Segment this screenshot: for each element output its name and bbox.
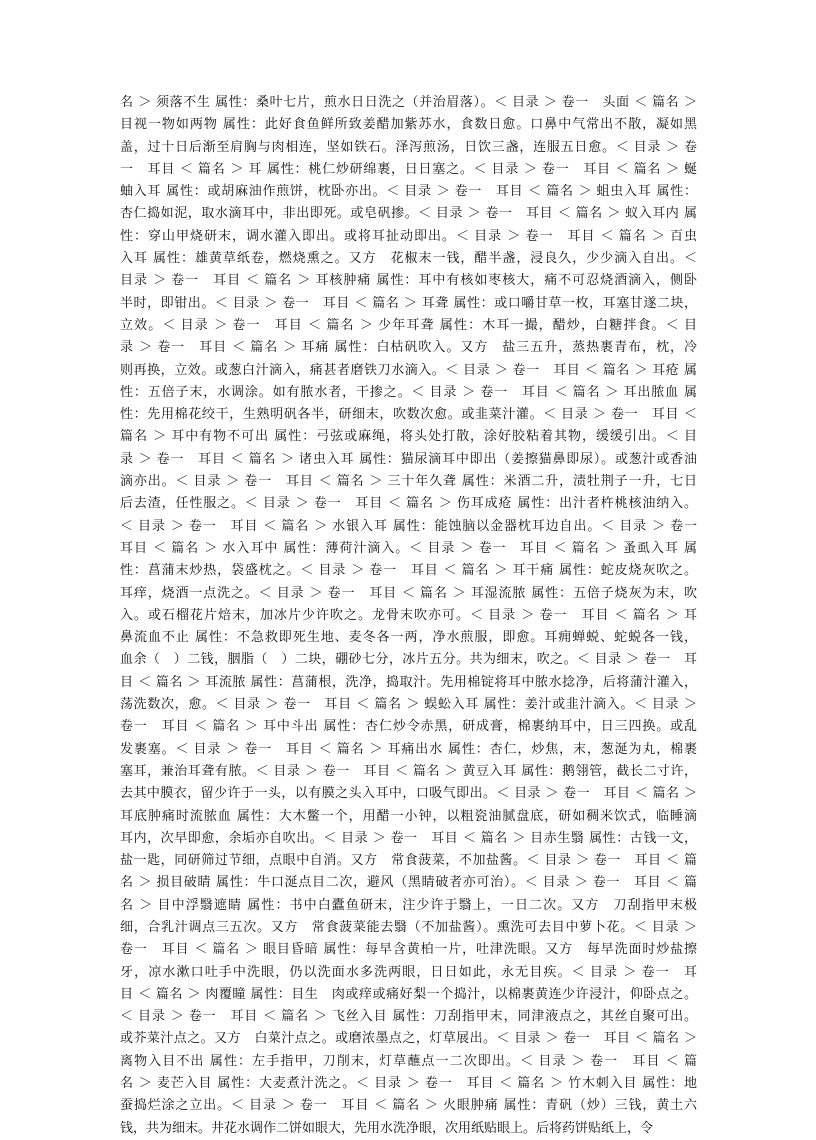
text-line: 目 ＜ 篇名 ＞ 耳流脓 属性：菖蒲根，洗净，捣取汁。先用棉锭将耳中脓水捻净，后将蒲汁灌入，: [120, 674, 697, 690]
text-line: 钱，共为细末。井花水调作二饼如眼大，先用水洗净眼，次用纸贴眼上。后将药饼贴纸上，令: [120, 1120, 654, 1136]
text-line: 名 ＞ 麦芒入目 属性：大麦煮汁洗之。＜ 目录 ＞ 卷一 耳目 ＜ 篇名 ＞ 竹木刺入目 属性：地: [120, 1076, 697, 1092]
text-line: 耳底肿痛时流脓血 属性：大木鳖一个，用醋一小钟，以粗瓷油腻盘底，研如稠米饮式，临睡滴: [120, 808, 697, 824]
text-line: 卷一 耳目 ＜ 篇名 ＞ 眼目昏暗 属性：每早含黄柏一片，吐津洗眼。又方 每早洗面时炒盐擦: [120, 942, 697, 958]
text-line: 卷一 耳目 ＜ 篇名 ＞ 耳中斗出 属性：杏仁炒令赤黑，研成膏，棉裹纳耳中，日三四换。或乱: [120, 719, 697, 735]
text-line: 去其中膜衣，留少许于一头，以有膜之头入耳中，口吸气即出。＜ 目录 ＞ 卷一 耳目 ＜ 篇名 ＞: [120, 786, 697, 802]
text-line: 名 ＞ 目中浮翳遮睛 属性：书中白蠹鱼研末，注少许于翳上，一日二次。又方 刀刮指甲末极: [120, 897, 697, 913]
text-line: 发裹塞。＜ 目录 ＞ 卷一 耳目 ＜ 篇名 ＞ 耳痛出水 属性：杏仁，炒焦，末，葱涎为丸，棉裹: [120, 741, 697, 757]
body-text: [120, 92, 697, 1140]
text-line: 血余（ ）二钱，胭脂（ ）二块，硼砂七分，冰片五分。共为细末，吹之。＜ 目录 ＞ 卷一 耳: [120, 652, 697, 668]
text-line: 则再换，立效。或葱白汁滴入，痛甚者磨铁刀水滴入。＜ 目录 ＞ 卷一 耳目 ＜ 篇名 ＞ 耳疮 属: [120, 362, 697, 378]
text-line: 耳目 ＜ 篇名 ＞ 水入耳中 属性：薄荷汁滴入。＜ 目录 ＞ 卷一 耳目 ＜ 篇名 ＞ 蚤虱入耳 属: [120, 540, 697, 556]
text-line: 蚕捣烂涂之立出。＜ 目录 ＞ 卷一 耳目 ＜ 篇名 ＞ 火眼肿痛 属性：青矾（炒）三钱，黄土六: [120, 1098, 697, 1114]
text-line: ＜ 目录 ＞ 卷一 耳目 ＜ 篇名 ＞ 飞丝入目 属性：刀刮指甲末，同津液点之，其丝自聚可出。: [120, 1009, 697, 1025]
text-line: 目 ＜ 篇名 ＞ 肉覆瞳 属性：目生 肉或痒或痛好梨一个捣汁，以棉裹黄连少许浸汁，仰卧点之。: [120, 986, 697, 1002]
text-line: 性：五倍子末，水调涂。如有脓水者，干掺之。＜ 目录 ＞ 卷一 耳目 ＜ 篇名 ＞ 耳出脓血 属: [120, 384, 697, 400]
text-line: 篇名 ＞ 耳中有物不可出 属性：弓弦或麻绳，将头处打散，涂好胶粘着其物，缓缓引出。＜ 目: [120, 429, 697, 445]
text-line: 耳内，次早即愈，余垢亦自吹出。＜ 目录 ＞ 卷一 耳目 ＜ 篇名 ＞ 目赤生翳 属性：古钱一文，: [120, 830, 697, 846]
text-line: 录 ＞ 卷一 耳目 ＜ 篇名 ＞ 诸虫入耳 属性：猫尿滴耳中即出（姜擦猫鼻即尿）。或葱汁或香油: [120, 451, 697, 467]
text-line: 盖，过十日后渐至肩胸与肉相连，坚如铁石。泽泻煎汤，日饮三盏，连服五日愈。＜ 目录 ＞ 卷: [120, 139, 697, 155]
text-line: 后去渣，任性服之。＜ 目录 ＞ 卷一 耳目 ＜ 篇名 ＞ 伤耳成疮 属性：出汁者杵桃核油纳入。: [120, 496, 697, 512]
text-line: 塞耳，兼治耳聋有脓。＜ 目录 ＞ 卷一 耳目 ＜ 篇名 ＞ 黄豆入耳 属性：鹅翎管，截长二寸许，: [120, 763, 697, 779]
text-line: 耳痒，烧酒一点洗之。＜ 目录 ＞ 卷一 耳目 ＜ 篇名 ＞ 耳湿流脓 属性：五倍子烧灰为末，吹: [120, 585, 697, 601]
text-line: 性：菖蒲末炒热，袋盛枕之。＜ 目录 ＞ 卷一 耳目 ＜ 篇名 ＞ 耳干痛 属性：蛇皮烧灰吹之。: [120, 563, 697, 579]
text-line: 杏仁捣如泥，取水滴耳中，非出即死。或皂矾掺。＜ 目录 ＞ 卷一 耳目 ＜ 篇名 ＞ 蚁入耳内 属: [120, 206, 697, 222]
text-line: 半时，即钳出。＜ 目录 ＞ 卷一 耳目 ＜ 篇名 ＞ 耳聋 属性：或口嚼甘草一枚，耳塞甘遂二块，: [120, 295, 697, 311]
text-line: 目视一物如两物 属性：此好食鱼鲜所致姜醋加紫苏水，食数日愈。口鼻中气常出不散，凝如黑: [120, 117, 697, 133]
text-line: 名 ＞ 须落不生 属性：桑叶七片，煎水日日洗之（并治眉落）。＜ 目录 ＞ 卷一 头面 ＜ 篇名 ＞: [120, 95, 697, 110]
text-line: 细，合乳汁调点三五次。又方 常食菠菜能去翳（不加盐酱）。熏洗可去目中萝卜花。＜ 目录 ＞: [120, 919, 697, 935]
text-line: 入。或石榴花片焙末，加冰片少许吹之。龙骨末吹亦可。＜ 目录 ＞ 卷一 耳目 ＜ 篇名 ＞ 耳: [120, 607, 697, 623]
text-line: 立效。＜ 目录 ＞ 卷一 耳目 ＜ 篇名 ＞ 少年耳聋 属性：木耳一撮，醋炒，白糖拌食。＜ 目: [120, 317, 697, 333]
text-line: ＜ 目录 ＞ 卷一 耳目 ＜ 篇名 ＞ 水银入耳 属性：能蚀脑以金器枕耳边自出。＜ 目录 ＞ 卷一: [120, 518, 697, 534]
text-line: 录 ＞ 卷一 耳目 ＜ 篇名 ＞ 耳痛 属性：白枯矾吹入。又方 盐三五升，蒸热裹青布，枕，冷: [120, 340, 697, 356]
text-line: 鼻流血不止 属性：不急救即死生地、麦冬各一两，净水煎服，即愈。耳痈蝉蜕、蛇蜕各一钱，: [120, 630, 697, 646]
text-line: 离物入目不出 属性：左手指甲，刀削末，灯草蘸点一二次即出。＜ 目录 ＞ 卷一 耳目 ＜ 篇: [120, 1053, 697, 1069]
text-line: 或芥菜汁点之。又方 白菜汁点之。或磨浓墨点之，灯草展出。＜ 目录 ＞ 卷一 耳目 ＜ 篇名 ＞: [120, 1031, 697, 1047]
text-line: 入耳 属性：雄黄草纸卷，燃烧熏之。又方 花椒末一钱，醋半盏，浸良久，少少滴入自出。＜: [120, 251, 697, 267]
text-line: 蚰入耳 属性：或胡麻油作煎饼，枕卧亦出。＜ 目录 ＞ 卷一 耳目 ＜ 篇名 ＞ 蛆虫入耳 属性：: [120, 184, 697, 200]
text-line: 一 耳目 ＜ 篇名 ＞ 耳 属性：桃仁炒研绵裹，日日塞之。＜ 目录 ＞ 卷一 耳目 ＜ 篇名 ＞ 蜒: [120, 161, 697, 177]
text-line: 荡洗数次，愈。＜ 目录 ＞ 卷一 耳目 ＜ 篇名 ＞ 蜈蚣入耳 属性：姜汁或韭汁滴入。＜ 目录 ＞: [120, 697, 697, 713]
text-line: 目录 ＞ 卷一 耳目 ＜ 篇名 ＞ 耳核肿痛 属性：耳中有核如枣核大，痛不可忍烧酒滴入，侧卧: [120, 273, 697, 289]
text-line: 性：穿山甲烧研末，调水灌入即出。或将耳扯动即出。＜ 目录 ＞ 卷一 耳目 ＜ 篇名 ＞ 百虫: [120, 228, 697, 244]
text-line: 盐一匙，同研筛过节细，点眼中自消。又方 常食菠菜，不加盐酱。＜ 目录 ＞ 卷一 耳目 ＜ 篇: [120, 853, 697, 869]
text-line: 牙，凉水漱口吐手中洗眼，仍以洗面水多洗两眼，日日如此，永无目疾。＜ 目录 ＞ 卷一 耳: [120, 964, 697, 980]
text-line: 滴亦出。＜ 目录 ＞ 卷一 耳目 ＜ 篇名 ＞ 三十年久聋 属性：米酒二升，渍牡荆子一升，七日: [120, 474, 697, 490]
text-line: 名 ＞ 损目破睛 属性：牛口涎点目二次，避风（黑睛破者亦可治）。＜ 目录 ＞ 卷一 耳目 ＜ 篇: [120, 875, 697, 891]
text-line: 性：先用棉花绞干，生熟明矾各半，研细末，吹数次愈。或韭菜汁灌。＜ 目录 ＞ 卷一 耳目 ＜: [120, 407, 697, 423]
